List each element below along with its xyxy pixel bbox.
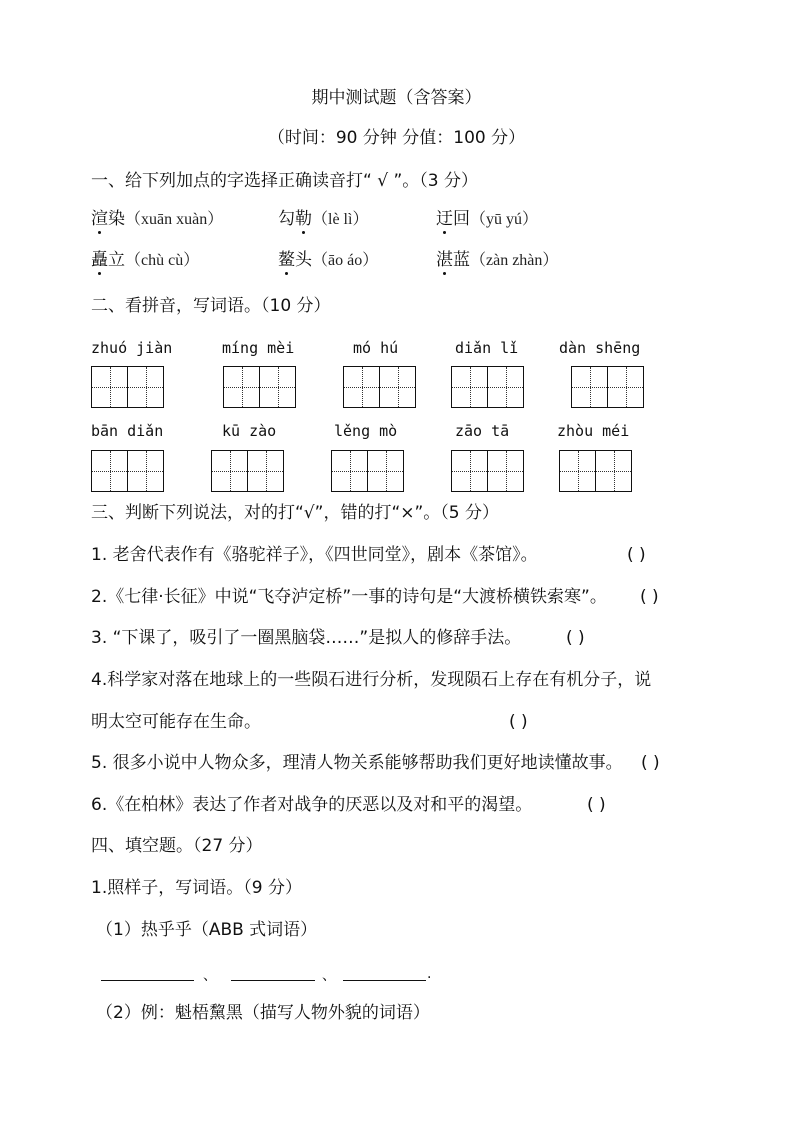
pronunciation-item-2: 勾勒（lè lì） [278,209,369,229]
judgment-item-2: 2.《七律·长征》中说“飞夺泸定桥”一事的诗句是“大渡桥横铁索寒”。 [91,587,607,607]
answer-parentheses[interactable]: ( ) [587,795,606,815]
end-period: . [427,966,432,982]
judgment-item-6: 6.《在柏林》表达了作者对战争的厌恶以及对和平的渴望。 [91,795,533,815]
answer-blank[interactable] [231,980,315,981]
pinyin-options[interactable]: （xuān xuàn） [125,211,224,228]
answer-parentheses[interactable]: ( ) [640,587,659,607]
dotted-char: 渲 [91,209,108,229]
answer-blank[interactable] [101,980,194,981]
answer-parentheses[interactable]: ( ) [641,753,660,773]
answer-parentheses[interactable]: ( ) [566,628,585,648]
dotted-char: 迂 [436,209,453,229]
dotted-char: 勒 [295,209,312,229]
dotted-char: 湛 [436,250,453,270]
pinyin-label: diǎn lǐ [455,339,519,357]
pronunciation-item-6: 湛蓝（zàn zhàn） [436,250,559,270]
writing-grid[interactable] [223,366,296,408]
section1-heading: 一、给下列加点的字选择正确读音打“ √ ”。（3 分） [91,171,478,191]
pinyin-label: kū zào [222,422,277,440]
separator: 、 [322,968,336,984]
page-title: 期中测试题（含答案） [311,88,482,108]
pinyin-label: mó hú [353,339,399,357]
pronunciation-item-4: 矗立（chù cù） [91,250,200,270]
answer-parentheses[interactable]: ( ) [627,545,646,565]
judgment-item-4-cont: 明太空可能存在生命。 [91,712,261,732]
pinyin-label: lěng mò [334,422,398,440]
writing-grid[interactable] [211,450,284,492]
dotted-char: 鳌 [278,250,295,270]
answer-parentheses[interactable]: ( ) [509,712,528,732]
writing-grid[interactable] [331,450,404,492]
pronunciation-item-3: 迂回（yū yú） [436,209,539,229]
separator: 、 [203,968,217,984]
writing-grid[interactable] [559,450,632,492]
question-1-sub-1: （1）热乎乎（ABB 式词语） [96,920,318,940]
section3-heading: 三、判断下列说法，对的打“√”，错的打“×”。（5 分） [91,503,500,523]
writing-grid[interactable] [91,366,164,408]
pinyin-label: zāo tā [455,422,510,440]
pinyin-label: míng mèi [222,339,295,357]
pronunciation-item-5: 鳌头（āo áo） [278,250,379,270]
pinyin-options[interactable]: （chù cù） [125,252,200,269]
section2-heading: 二、看拼音，写词语。（10 分） [91,296,331,316]
judgment-item-1: 1. 老舍代表作有《骆驼祥子》，《四世同堂》，剧本《茶馆》。 [91,545,538,565]
writing-grid[interactable] [91,450,164,492]
pinyin-options[interactable]: （āo áo） [312,252,379,269]
pinyin-options[interactable]: （lè lì） [312,211,369,228]
pinyin-label: bān diǎn [91,422,164,440]
section4-heading: 四、填空题。（27 分） [91,836,263,856]
judgment-item-5: 5. 很多小说中人物众多，理清人物关系能够帮助我们更好地读懂故事。 [91,753,623,773]
answer-blank[interactable] [343,980,426,981]
dotted-char: 矗 [91,250,108,270]
writing-grid[interactable] [451,366,524,408]
pinyin-label: zhòu méi [557,422,630,440]
writing-grid[interactable] [343,366,416,408]
judgment-item-3: 3. “下课了，吸引了一圈黑脑袋……”是拟人的修辞手法。 [91,628,522,648]
pinyin-label: dàn shēng [559,339,641,357]
judgment-item-4: 4.科学家对落在地球上的一些陨石进行分析，发现陨石上存在有机分子，说 [91,670,652,690]
question-1-sub-2: （2）例：魁梧黧黑（描写人物外貌的词语） [96,1003,430,1023]
pinyin-label: zhuó jiàn [91,339,173,357]
writing-grid[interactable] [571,366,644,408]
pinyin-options[interactable]: （zàn zhàn） [470,252,559,269]
writing-grid[interactable] [451,450,524,492]
pinyin-options[interactable]: （yū yú） [470,211,539,228]
pronunciation-item-1: 渲染（xuān xuàn） [91,209,224,229]
page-subtitle: （时间：90 分钟 分值：100 分） [267,128,526,148]
question-1-heading: 1.照样子，写词语。（9 分） [91,878,302,898]
